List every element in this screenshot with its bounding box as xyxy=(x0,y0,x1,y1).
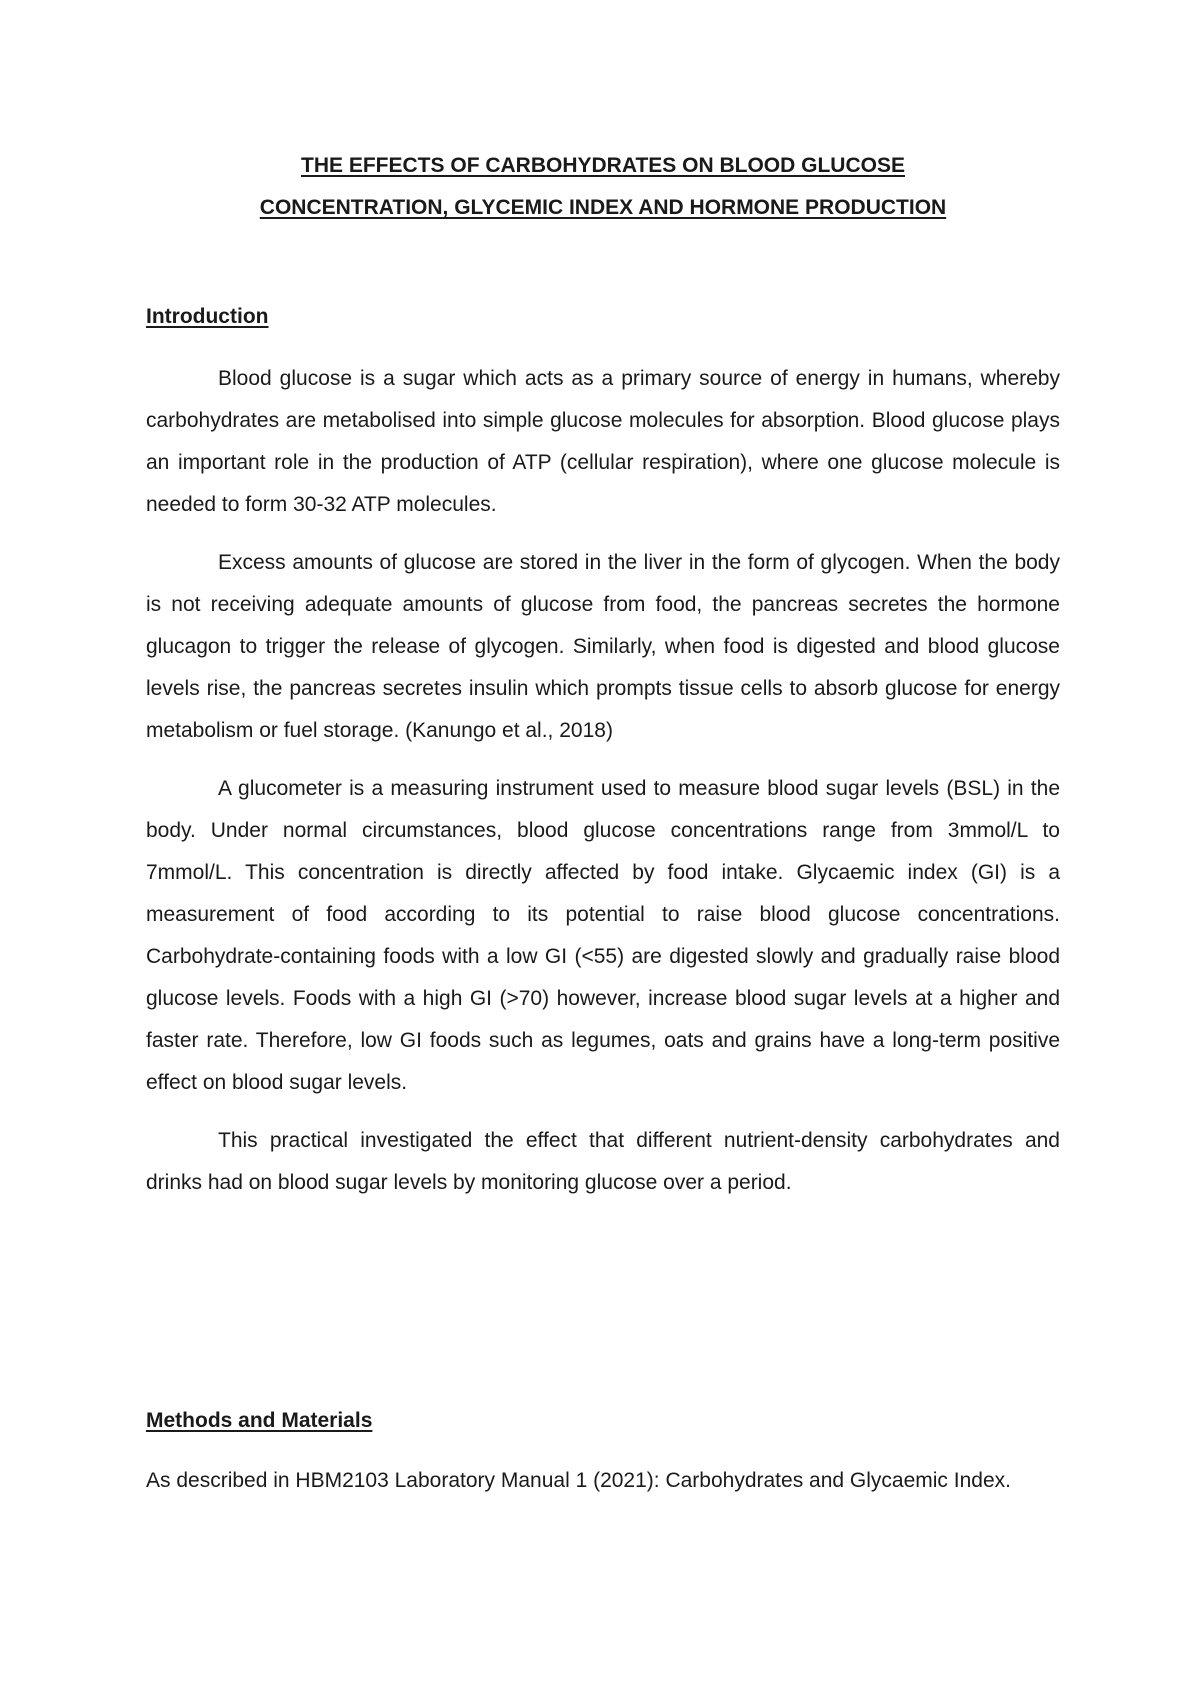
intro-paragraph-1: Blood glucose is a sugar which acts as a primary source of energy in humans, whereby carbohydrates are metabolised into simple glucose molecules for absorption. Blood glucose plays an important role in the production of ATP (cellular respiration), where one glucose molecule is needed to form 30-32 ATP molecules. xyxy=(146,367,1060,516)
methods-heading: Methods and Materials xyxy=(146,1409,373,1432)
introduction-heading: Introduction xyxy=(146,305,269,328)
methods-paragraph: As described in HBM2103 Laboratory Manual 1 (2021): Carbohydrates and Glycaemic Index. xyxy=(146,1469,1011,1492)
intro-paragraph-3: A glucometer is a measuring instrument used to measure blood sugar levels (BSL) in the body. Under normal circumstances, blood glucose concentrations range from 3mmol/L to 7mmol/L. This concentration is directly affected by food intake. Glycaemic index (GI) is a measurement of food according to its potential to raise blood glucose concentrations. Carbohydrate-containing foods with a low GI (<55) are digested slowly and gradually raise blood glucose levels. Foods with a high GI (>70) however, increase blood sugar levels at a higher and faster rate. Therefore, low GI foods such as legumes, oats and grains have a long-term positive effect on blood sugar levels. xyxy=(146,777,1060,1094)
title-line-2: CONCENTRATION, GLYCEMIC INDEX AND HORMONE PRODUCTION xyxy=(259,196,947,219)
intro-paragraph-2: Excess amounts of glucose are stored in the liver in the form of glycogen. When the body is not receiving adequate amounts of glucose from food, the pancreas secretes the hormone glucagon to trigger the release of glycogen. Similarly, when food is digested and blood glucose levels rise, the pancreas secretes insulin which prompts tissue cells to absorb glucose for energy metabolism or fuel storage. (Kanungo et al., 2018) xyxy=(146,551,1060,742)
methods-section xyxy=(146,1460,1060,1518)
intro-paragraph-4: This practical investigated the effect that different nutrient-density carbohydrates and drinks had on blood sugar levels by monitoring glucose over a period. xyxy=(146,1129,1060,1194)
introduction-section xyxy=(146,358,1060,1220)
document-title xyxy=(146,145,1060,229)
title-line-1: THE EFFECTS OF CARBOHYDRATES ON BLOOD GLUCOSE xyxy=(301,154,905,177)
